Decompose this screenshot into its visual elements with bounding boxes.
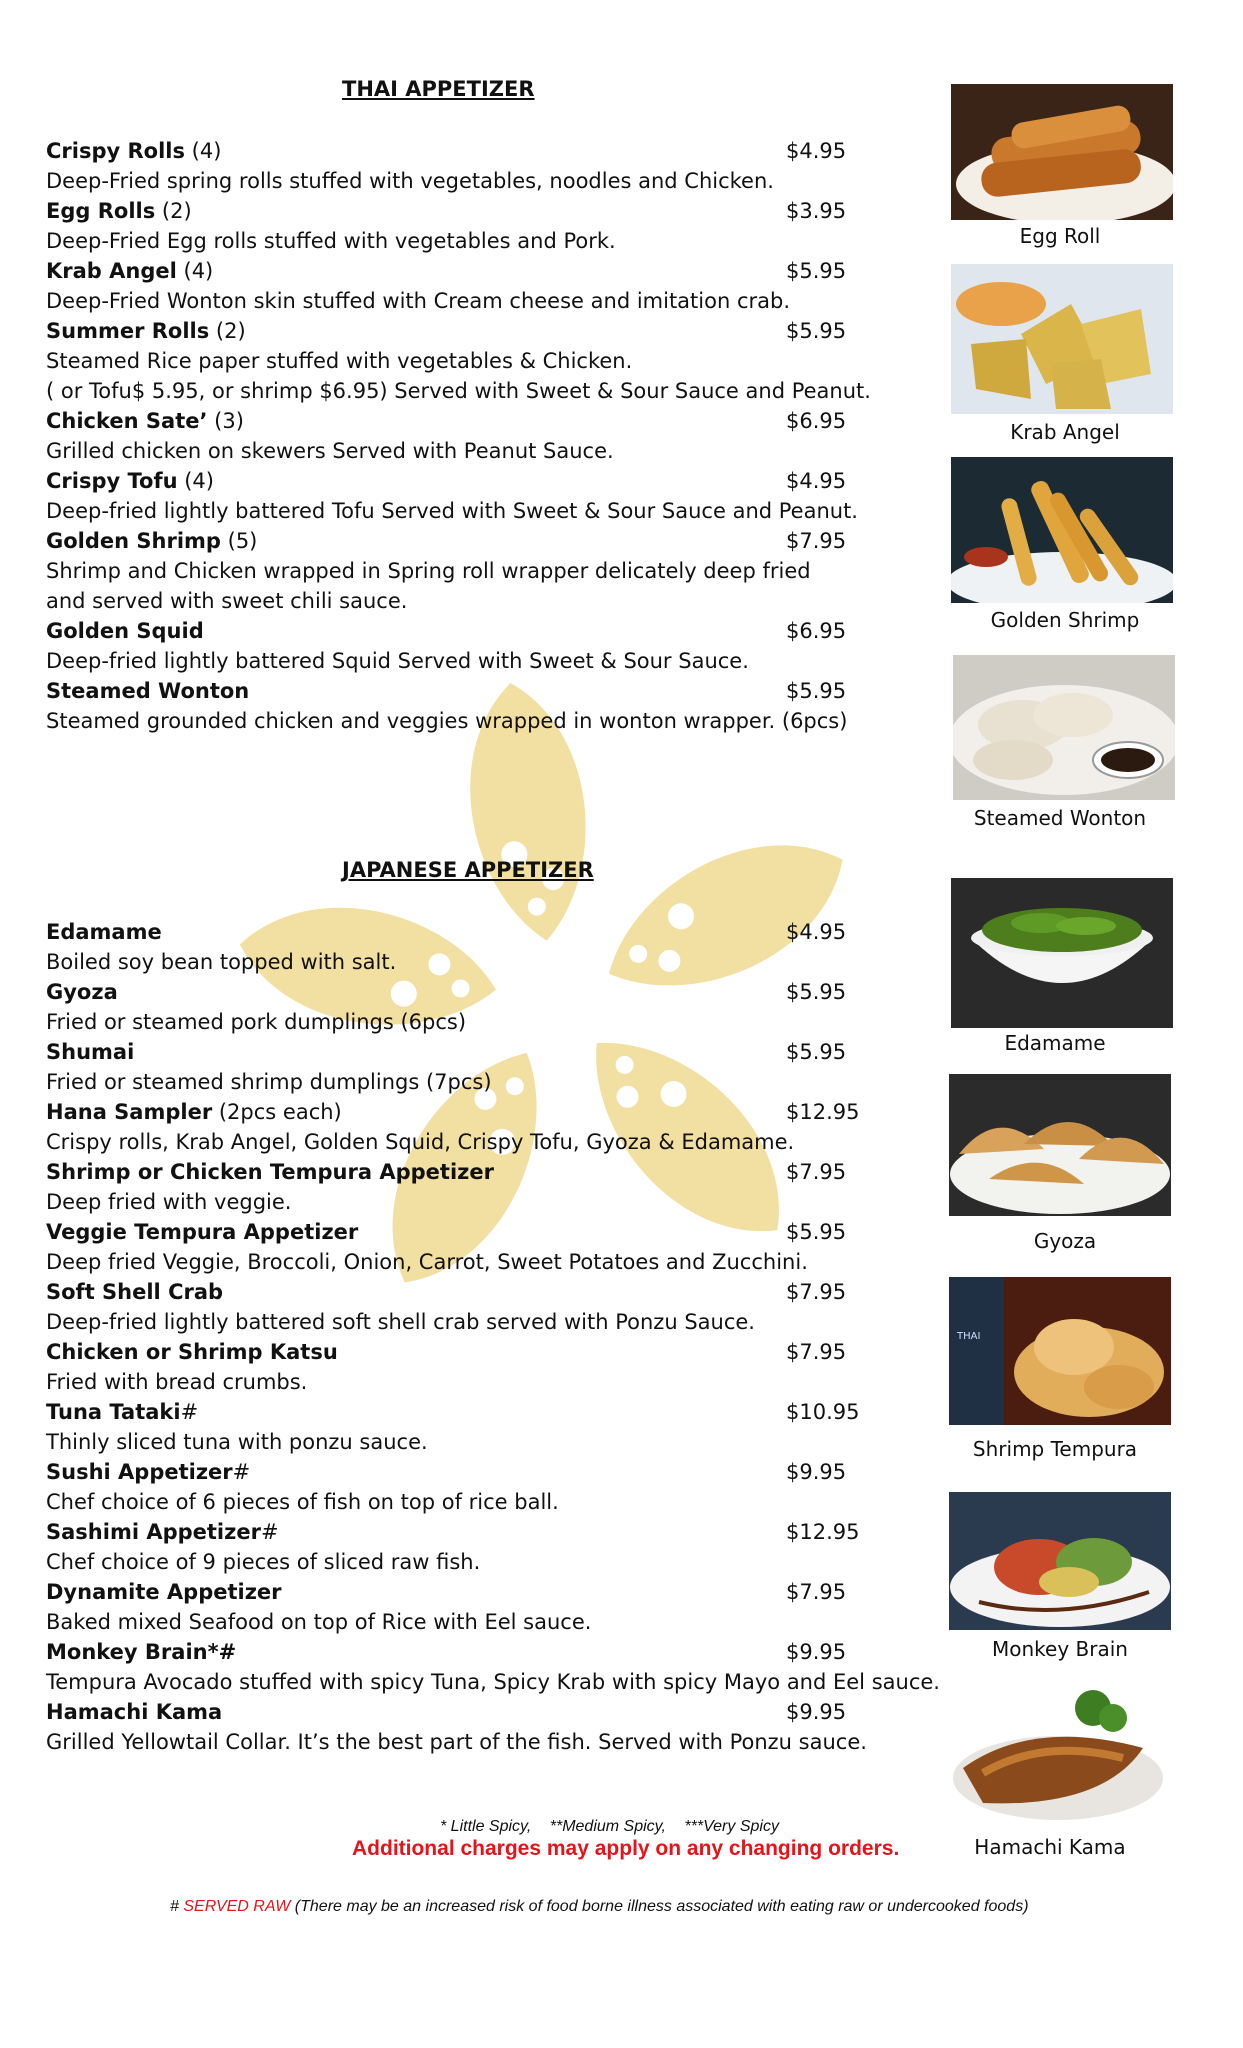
menu-item-name: Edamame [46, 920, 162, 944]
menu-item-price: $4.95 [786, 469, 847, 493]
menu-item-description: Deep-Fried Wonton skin stuffed with Cream cheese and imitation crab. [46, 289, 791, 313]
egg-roll-caption: Egg Roll [1019, 224, 1101, 248]
menu-item-header [46, 977, 906, 1007]
menu-item [46, 1217, 906, 1277]
menu-item-description: Deep-fried lightly battered soft shell crab served with Ponzu Sauce. [46, 1310, 755, 1334]
menu-item-header [46, 256, 906, 286]
menu-item [46, 1577, 906, 1637]
menu-item-qty: (4) [176, 259, 214, 283]
krab-angel-photo [951, 264, 1173, 414]
menu-item [46, 1157, 906, 1217]
menu-item [46, 1097, 906, 1157]
menu-item-description: Deep-fried lightly battered Tofu Served with Sweet & Sour Sauce and Peanut. [46, 499, 858, 523]
menu-item-name: Golden Shrimp [46, 529, 221, 553]
menu-item [46, 256, 906, 316]
menu-item [46, 917, 906, 977]
menu-item-price: $5.95 [786, 1220, 847, 1244]
menu-item-header [46, 1637, 906, 1667]
menu-item-description: Thinly sliced tuna with ponzu sauce. [46, 1430, 428, 1454]
monkey-brain-photo [949, 1492, 1171, 1630]
menu-item [46, 316, 906, 406]
menu-item [46, 977, 906, 1037]
menu-item-header [46, 1037, 906, 1067]
menu-item [46, 136, 906, 196]
menu-item-description: Grilled Yellowtail Collar. It’s the best part of the fish. Served with Ponzu sauce. [46, 1730, 867, 1754]
menu-item-header [46, 917, 906, 947]
hamachi-kama-caption: Hamachi Kama [974, 1835, 1126, 1859]
menu-item-name: Dynamite Appetizer [46, 1580, 282, 1604]
menu-item-description: Deep-Fried spring rolls stuffed with vegetables, noodles and Chicken. [46, 169, 774, 193]
raw-prefix: # [170, 1898, 184, 1915]
menu-item-description: Crispy rolls, Krab Angel, Golden Squid, Crispy Tofu, Gyoza & Edamame. [46, 1130, 795, 1154]
menu-item-name: Chicken Sate’ [46, 409, 208, 433]
menu-item-description: Chef choice of 9 pieces of sliced raw fish. [46, 1550, 481, 1574]
menu-item-qty: (2) [155, 199, 192, 223]
menu-item-price: $9.95 [786, 1700, 847, 1724]
menu-item-name: Crispy Tofu [46, 469, 178, 493]
menu-item-qty: (2pcs each) [212, 1100, 342, 1124]
shrimp-tempura-photo [949, 1277, 1171, 1425]
menu-item-description: Deep fried Veggie, Broccoli, Onion, Carrot, Sweet Potatoes and Zucchini. [46, 1250, 808, 1274]
menu-item [46, 406, 906, 466]
change-order-warning: Additional charges may apply on any changing orders. [352, 1837, 900, 1860]
menu-item-header [46, 1577, 906, 1607]
raw-note: (There may be an increased risk of food borne illness associated with eating raw or undercooked foods) [290, 1898, 1029, 1915]
menu-item-price: $7.95 [786, 1340, 847, 1364]
svg-text:THAI: THAI [957, 1331, 981, 1342]
raw-food-notice [170, 1898, 1029, 1916]
menu-item-qty: (4) [185, 139, 222, 163]
menu-item-description: Shrimp and Chicken wrapped in Spring roll wrapper delicately deep fried [46, 559, 811, 583]
golden-shrimp-caption: Golden Shrimp [990, 608, 1140, 632]
menu-item-description: Tempura Avocado stuffed with spicy Tuna, Spicy Krab with spicy Mayo and Eel sauce. [46, 1670, 940, 1694]
menu-item-name: Monkey Brain*# [46, 1640, 237, 1664]
menu-item [46, 676, 906, 736]
shrimp-tempura-caption: Shrimp Tempura [972, 1437, 1138, 1461]
menu-item-price: $6.95 [786, 409, 847, 433]
spice-little: * Little Spicy, [440, 1818, 532, 1835]
golden-shrimp-photo [951, 457, 1173, 603]
menu-item-name: Egg Rolls [46, 199, 156, 223]
menu-item-header [46, 1397, 906, 1427]
menu-item-description: Boiled soy bean topped with salt. [46, 950, 397, 974]
japanese-appetizer-list [46, 917, 940, 1757]
menu-item [46, 1277, 906, 1337]
edamame-photo [951, 878, 1173, 1028]
steamed-wonton-photo [953, 655, 1175, 800]
menu-item-name: Shrimp or Chicken Tempura Appetizer [46, 1160, 494, 1184]
menu-item-header [46, 1517, 906, 1547]
menu-item-name: Sushi Appetizer [46, 1460, 233, 1484]
menu-item [46, 1637, 940, 1697]
menu-item-name: Sashimi Appetizer [46, 1520, 261, 1544]
menu-item-header [46, 1217, 906, 1247]
krab-angel-caption: Krab Angel [1010, 420, 1120, 444]
menu-item-name: Crispy Rolls [46, 139, 185, 163]
menu-item-description: Deep fried with veggie. [46, 1190, 292, 1214]
menu-item-price: $7.95 [786, 1280, 847, 1304]
menu-item-header [46, 526, 906, 556]
japanese-appetizer-title: JAPANESE APPETIZER [342, 858, 594, 882]
menu-item [46, 1337, 906, 1397]
menu-item [46, 1697, 906, 1757]
menu-item-qty: (4) [177, 469, 214, 493]
menu-item-header [46, 1157, 906, 1187]
spice-medium: **Medium Spicy, [549, 1818, 666, 1835]
spice-legend [440, 1818, 860, 1836]
menu-item-price: $5.95 [786, 679, 847, 703]
menu-item [46, 1457, 906, 1517]
menu-item-description: Steamed grounded chicken and veggies wrapped in wonton wrapper. (6pcs) [46, 709, 848, 733]
menu-item-price: $3.95 [786, 199, 847, 223]
served-raw-label: SERVED RAW [183, 1898, 291, 1915]
menu-item-price: $12.95 [786, 1520, 860, 1544]
gyoza-caption: Gyoza [1033, 1229, 1097, 1253]
menu-item-price: $5.95 [786, 319, 847, 343]
menu-item-qty: (5) [220, 529, 258, 553]
menu-item-qty: (2) [209, 319, 246, 343]
menu-item-name: Summer Rolls [46, 319, 210, 343]
menu-item-description: Fried or steamed shrimp dumplings (7pcs) [46, 1070, 492, 1094]
menu-item-name: Gyoza [46, 980, 118, 1004]
egg-roll-photo [951, 84, 1173, 220]
menu-item-description: Deep-Fried Egg rolls stuffed with vegetables and Pork. [46, 229, 616, 253]
menu-item-price: $5.95 [786, 1040, 847, 1064]
menu-item-description: Baked mixed Seafood on top of Rice with Eel sauce. [46, 1610, 592, 1634]
menu-item [46, 616, 906, 676]
menu-item-name: Soft Shell Crab [46, 1280, 224, 1304]
menu-item-price: $5.95 [786, 980, 847, 1004]
menu-item-price: $7.95 [786, 1580, 847, 1604]
menu-item-description: and served with sweet chili sauce. [46, 589, 408, 613]
menu-item-price: $9.95 [786, 1460, 847, 1484]
menu-item-name: Hana Sampler [46, 1100, 213, 1124]
menu-item-header [46, 196, 906, 226]
hamachi-kama-photo [943, 1678, 1165, 1826]
menu-item-header [46, 466, 906, 496]
menu-item-price: $4.95 [786, 139, 847, 163]
edamame-caption: Edamame [1004, 1031, 1106, 1055]
thai-appetizer-list [46, 136, 906, 736]
menu-item-price: $12.95 [786, 1100, 860, 1124]
thai-appetizer-title: THAI APPETIZER [342, 77, 535, 101]
menu-item-name: Steamed Wonton [46, 679, 250, 703]
menu-item-header [46, 1337, 906, 1367]
menu-item-price: $6.95 [786, 619, 847, 643]
menu-item-description: Steamed Rice paper stuffed with vegetables & Chicken. [46, 349, 633, 373]
menu-item [46, 526, 906, 616]
menu-item-qty: # [232, 1460, 251, 1484]
menu-item-price: $4.95 [786, 920, 847, 944]
menu-item-name: Shumai [46, 1040, 135, 1064]
menu-item [46, 196, 906, 256]
spice-very: ***Very Spicy [684, 1818, 779, 1835]
menu-item-description: Deep-fried lightly battered Squid Served with Sweet & Sour Sauce. [46, 649, 749, 673]
menu-item-qty: # [180, 1400, 199, 1424]
menu-item-header [46, 676, 906, 706]
menu-item [46, 1397, 906, 1457]
menu-item-name: Krab Angel [46, 259, 177, 283]
menu-item-header [46, 1457, 906, 1487]
menu-item-header [46, 136, 906, 166]
menu-item-name: Veggie Tempura Appetizer [46, 1220, 359, 1244]
menu-item-name: Golden Squid [46, 619, 204, 643]
menu-item-header [46, 406, 906, 436]
menu-item-header [46, 316, 906, 346]
gyoza-photo [949, 1074, 1171, 1216]
menu-item-price: $7.95 [786, 1160, 847, 1184]
menu-item-header [46, 616, 906, 646]
monkey-brain-caption: Monkey Brain [992, 1637, 1128, 1661]
menu-item [46, 1037, 906, 1097]
menu-item-description: Fried or steamed pork dumplings (6pcs) [46, 1010, 467, 1034]
menu-item-description: Fried with bread crumbs. [46, 1370, 308, 1394]
menu-item-price: $9.95 [786, 1640, 847, 1664]
menu-item-qty: # [260, 1520, 279, 1544]
menu-item [46, 1517, 906, 1577]
menu-item-description: Chef choice of 6 pieces of fish on top of rice ball. [46, 1490, 559, 1514]
menu-item-name: Chicken or Shrimp Katsu [46, 1340, 338, 1364]
steamed-wonton-caption: Steamed Wonton [973, 806, 1147, 830]
menu-item-name: Hamachi Kama [46, 1700, 223, 1724]
menu-item-qty: (3) [207, 409, 244, 433]
menu-item-description: ( or Tofu$ 5.95, or shrimp $6.95) Served with Sweet & Sour Sauce and Peanut. [46, 379, 871, 403]
menu-item-header [46, 1697, 906, 1727]
menu-item-name: Tuna Tataki [46, 1400, 181, 1424]
menu-item-header [46, 1097, 906, 1127]
menu-item-description: Grilled chicken on skewers Served with Peanut Sauce. [46, 439, 614, 463]
menu-item-price: $7.95 [786, 529, 847, 553]
menu-item-price: $10.95 [786, 1400, 860, 1424]
menu-item [46, 466, 906, 526]
menu-item-header [46, 1277, 906, 1307]
menu-item-price: $5.95 [786, 259, 847, 283]
